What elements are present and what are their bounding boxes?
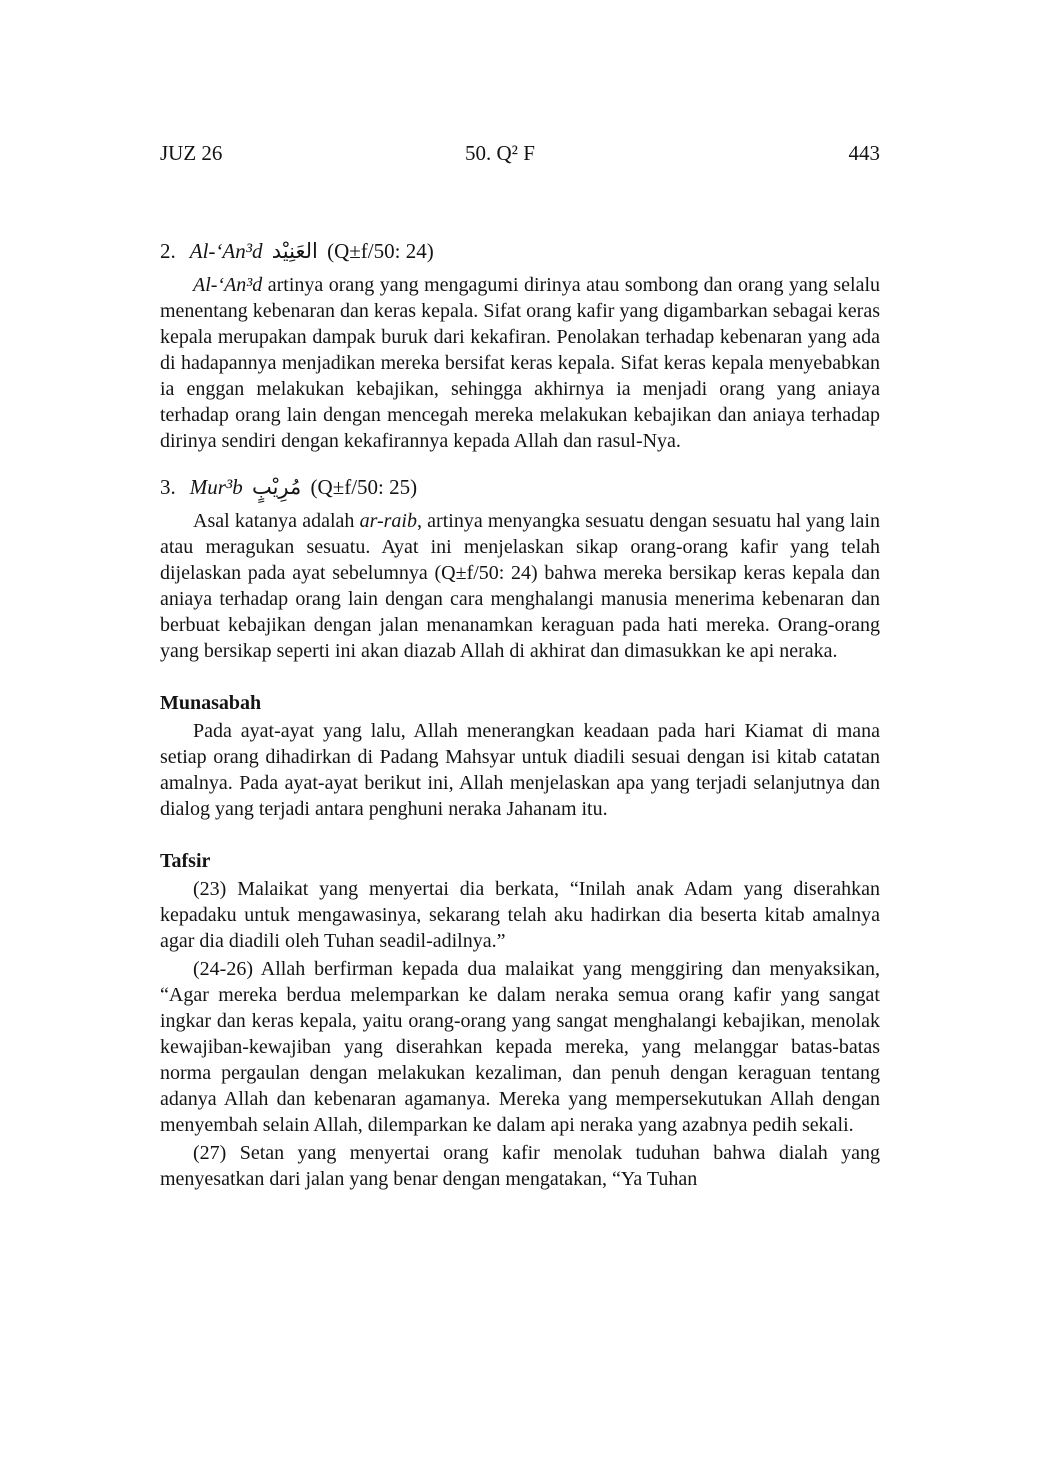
term-arabic-text: مُرِيْبٍ — [251, 475, 302, 499]
term-explanation-paragraph: Asal katanya adalah ar-raib, artinya menyangka sesuatu dengan sesuatu hal yang lain atau meragukan sesuatu. Ayat ini menjelaskan sikap orang-orang kafir yang telah dijelaskan pada ayat sebelumnya (Q±f/50: 24) bahwa mereka bersikap keras kepala dan aniaya terhadap orang lain dengan cara menghalangi manusia menerima kebenaran dan berbuat kebajikan dengan jalan menanamkan keraguan pada hati mereka. Orang-orang yang bersikap seperti ini akan diazab Allah di akhirat dan dimasukkan ke api neraka. — [160, 510, 880, 662]
term-heading-al-anid — [160, 236, 880, 266]
term-quran-reference: (Q±f/50: 24) — [327, 239, 434, 263]
page-header — [160, 140, 880, 166]
page-number: 443 — [848, 141, 880, 165]
header-surah-title: 50. Q² F — [465, 141, 535, 165]
term-name: Mur³b — [189, 475, 243, 499]
section-murib — [160, 472, 880, 664]
tafsir-heading: Tafsir — [160, 850, 211, 872]
section-munasabah — [160, 690, 880, 822]
term-arabic-text: العَنِيْد — [271, 239, 318, 263]
header-juz-label: JUZ 26 — [160, 141, 223, 165]
tafsir-paragraph-27: (27) Setan yang menyertai orang kafir menolak tuduhan bahwa dialah yang menyesatkan dari jalan yang benar dengan mengatakan, “Ya Tuhan — [160, 1142, 880, 1190]
section-tafsir — [160, 848, 880, 1192]
munasabah-paragraph: Pada ayat-ayat yang lalu, Allah menerangkan keadaan pada hari Kiamat di mana setiap orang dihadirkan di Padang Mahsyar untuk diadili sesuai dengan isi kitab catatan amalnya. Pada ayat-ayat berikut ini, Allah menjelaskan apa yang terjadi selanjutnya dan dialog yang terjadi antara penghuni neraka Jahanam itu. — [160, 720, 880, 820]
term-quran-reference: (Q±f/50: 25) — [310, 475, 418, 499]
munasabah-heading: Munasabah — [160, 692, 262, 714]
tafsir-paragraph-23: (23) Malaikat yang menyertai dia berkata, “Inilah anak Adam yang diserahkan kepadaku untuk mengawasinya, sekarang telah aku hadirkan dia beserta kitab amalnya agar dia diadili oleh Tuhan seadil-adilnya.” — [160, 878, 880, 952]
term-number: 2. — [160, 239, 176, 263]
section-al-anid — [160, 236, 880, 454]
tafsir-paragraph-24-26: (24-26) Allah berfirman kepada dua malaikat yang menggiring dan menyaksikan, “Agar mereka berdua melemparkan ke dalam neraka semua orang kafir yang sangat ingkar dan keras kepala, yaitu orang-orang yang sangat menghalangi kebajikan, menolak kewajiban-kewajiban yang diserahkan kepada mereka, yang melanggar batas-batas norma pergaulan dengan melakukan kezaliman, dan penuh dengan keraguan tentang adanya Allah dan kebenaran agamanya. Mereka yang mempersekutukan Allah dengan menyembah selain Allah, dilemparkan ke dalam api neraka yang azabnya pedih sekali. — [160, 958, 880, 1136]
term-name: Al-‘An³d — [189, 239, 263, 263]
term-explanation-paragraph: Al-‘An³d artinya orang yang mengagumi dirinya atau sombong dan orang yang selalu menentang kebenaran dan keras kepala. Sifat orang kafir yang digambarkan sebagai keras kepala merupakan dampak buruk dari kekafiran. Penolakan terhadap kebenaran yang ada di hadapannya menjadikan mereka bersifat keras kepala. Sifat keras kepala menyebabkan ia enggan melakukan kebajikan, sehingga akhirnya ia menjadi orang yang aniaya terhadap orang lain dengan mencegah mereka melakukan kebajikan dan aniaya terhadap dirinya sendiri dengan kekafirannya kepada Allah dan rasul-Nya. — [160, 274, 880, 452]
term-heading-murib — [160, 472, 880, 502]
term-number: 3. — [160, 475, 176, 499]
